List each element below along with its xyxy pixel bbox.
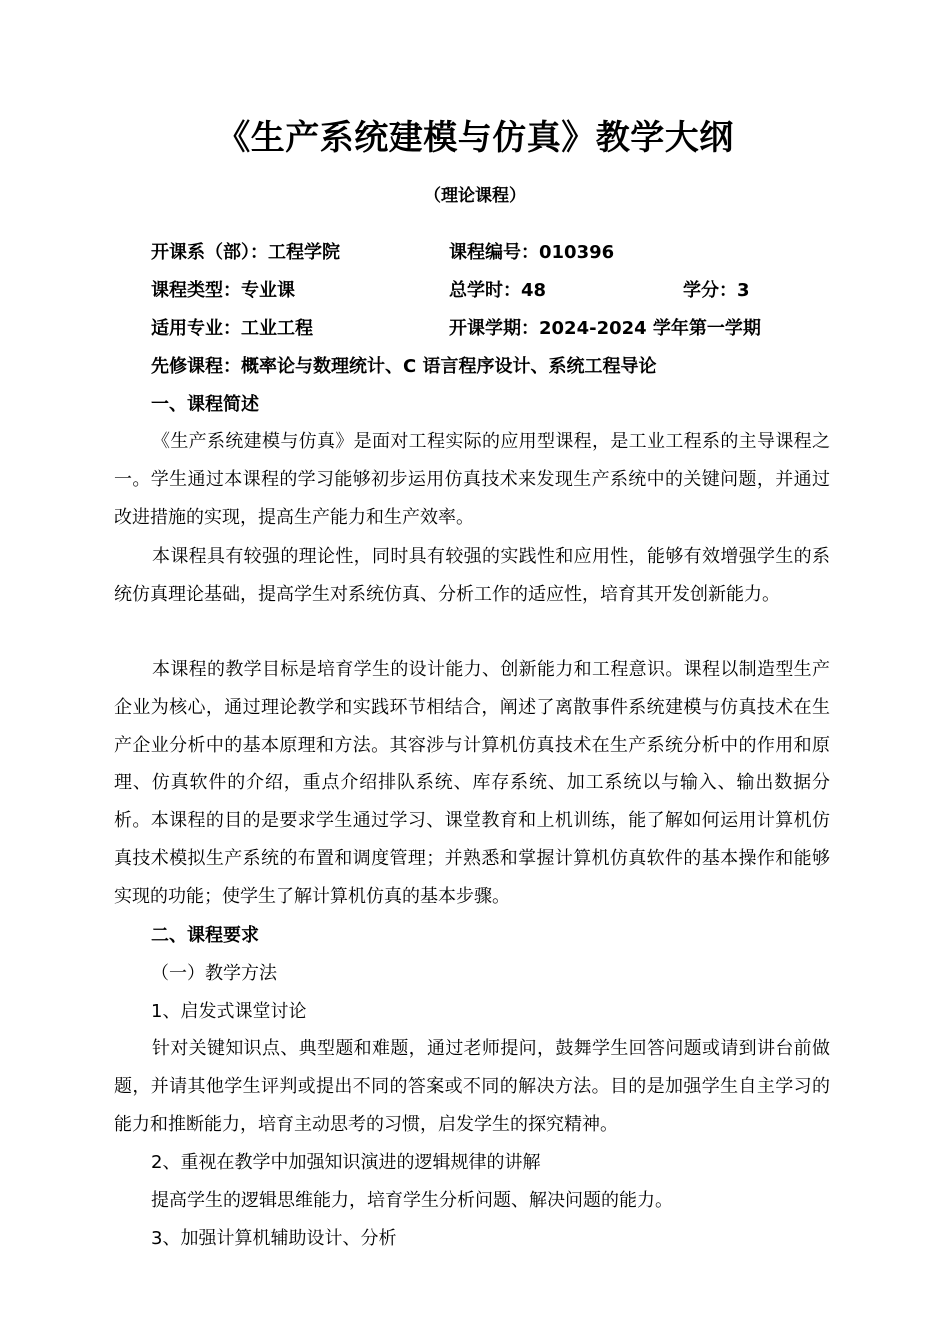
course-type-field: 课程类型：专业课: [151, 280, 295, 301]
major-field: 适用专业：工业工程: [151, 318, 313, 339]
paragraph-overview-2: 本课程具有较强的理论性，同时具有较强的实践性和应用性，能够有效增强学生的系统仿真理论基础，提高学生对系统仿真、分析工作的适应性，培育其开发创新能力。: [114, 546, 830, 605]
item-3-title: 3、加强计算机辅助设计、分析: [151, 1228, 397, 1249]
department-field: 开课系（部）：工程学院: [151, 242, 340, 263]
item-2-text: 提高学生的逻辑思维能力，培育学生分析问题、解决问题的能力。: [151, 1190, 673, 1211]
semester-field: 开课学期：2024-2024 学年第一学期: [449, 318, 761, 339]
paragraph-overview-3: 本课程的教学目标是培育学生的设计能力、创新能力和工程意识。课程以制造型生产企业为核心，通过理论教学和实践环节相结合，阐述了离散事件系统建模与仿真技术在生产企业分析中的基本原理和方法。其容涉与计算机仿真技术在生产系统分析中的作用和原理、仿真软件的介绍，重点介绍排队系统、库存系统、加工系统以与输入、输出数据分析。本课程的目的是要求学生通过学习、课堂教育和上机训练，能了解如何运用计算机仿真技术模拟生产系统的布置和调度管理；并熟悉和掌握计算机仿真软件的基本操作和能够实现的功能；使学生了解计算机仿真的基本步骤。: [114, 659, 830, 907]
document-title: 《生产系统建模与仿真》教学大纲: [216, 118, 734, 158]
subheading-teaching-method: （一）教学方法: [151, 963, 277, 984]
section-heading-requirements: 二、课程要求: [151, 925, 259, 946]
item-2-title: 2、重视在教学中加强知识演进的逻辑规律的讲解: [151, 1152, 541, 1173]
document-subtitle: （理论课程）: [424, 186, 526, 206]
course-code-field: 课程编号：010396: [449, 242, 615, 263]
credits-field: 学分：3: [683, 280, 750, 301]
item-1-title: 1、启发式课堂讨论: [151, 1001, 307, 1022]
paragraph-overview-1: 《生产系统建模与仿真》是面对工程实际的应用型课程，是工业工程系的主导课程之一。学生通过本课程的学习能够初步运用仿真技术来发现生产系统中的关键问题，并通过改进措施的实现，提高生产能力和生产效率。: [114, 431, 830, 528]
total-hours-field: 总学时：48: [449, 280, 547, 301]
item-1-text: 针对关键知识点、典型题和难题，通过老师提问，鼓舞学生回答问题或请到讲台前做题，并请其他学生评判或提出不同的答案或不同的解决方法。目的是加强学生自主学习的能力和推断能力，培育主动思考的习惯，启发学生的探究精神。: [114, 1038, 830, 1135]
section-heading-overview: 一、课程简述: [151, 394, 259, 415]
prerequisites-field: 先修课程：概率论与数理统计、C 语言程序设计、系统工程导论: [151, 356, 657, 377]
